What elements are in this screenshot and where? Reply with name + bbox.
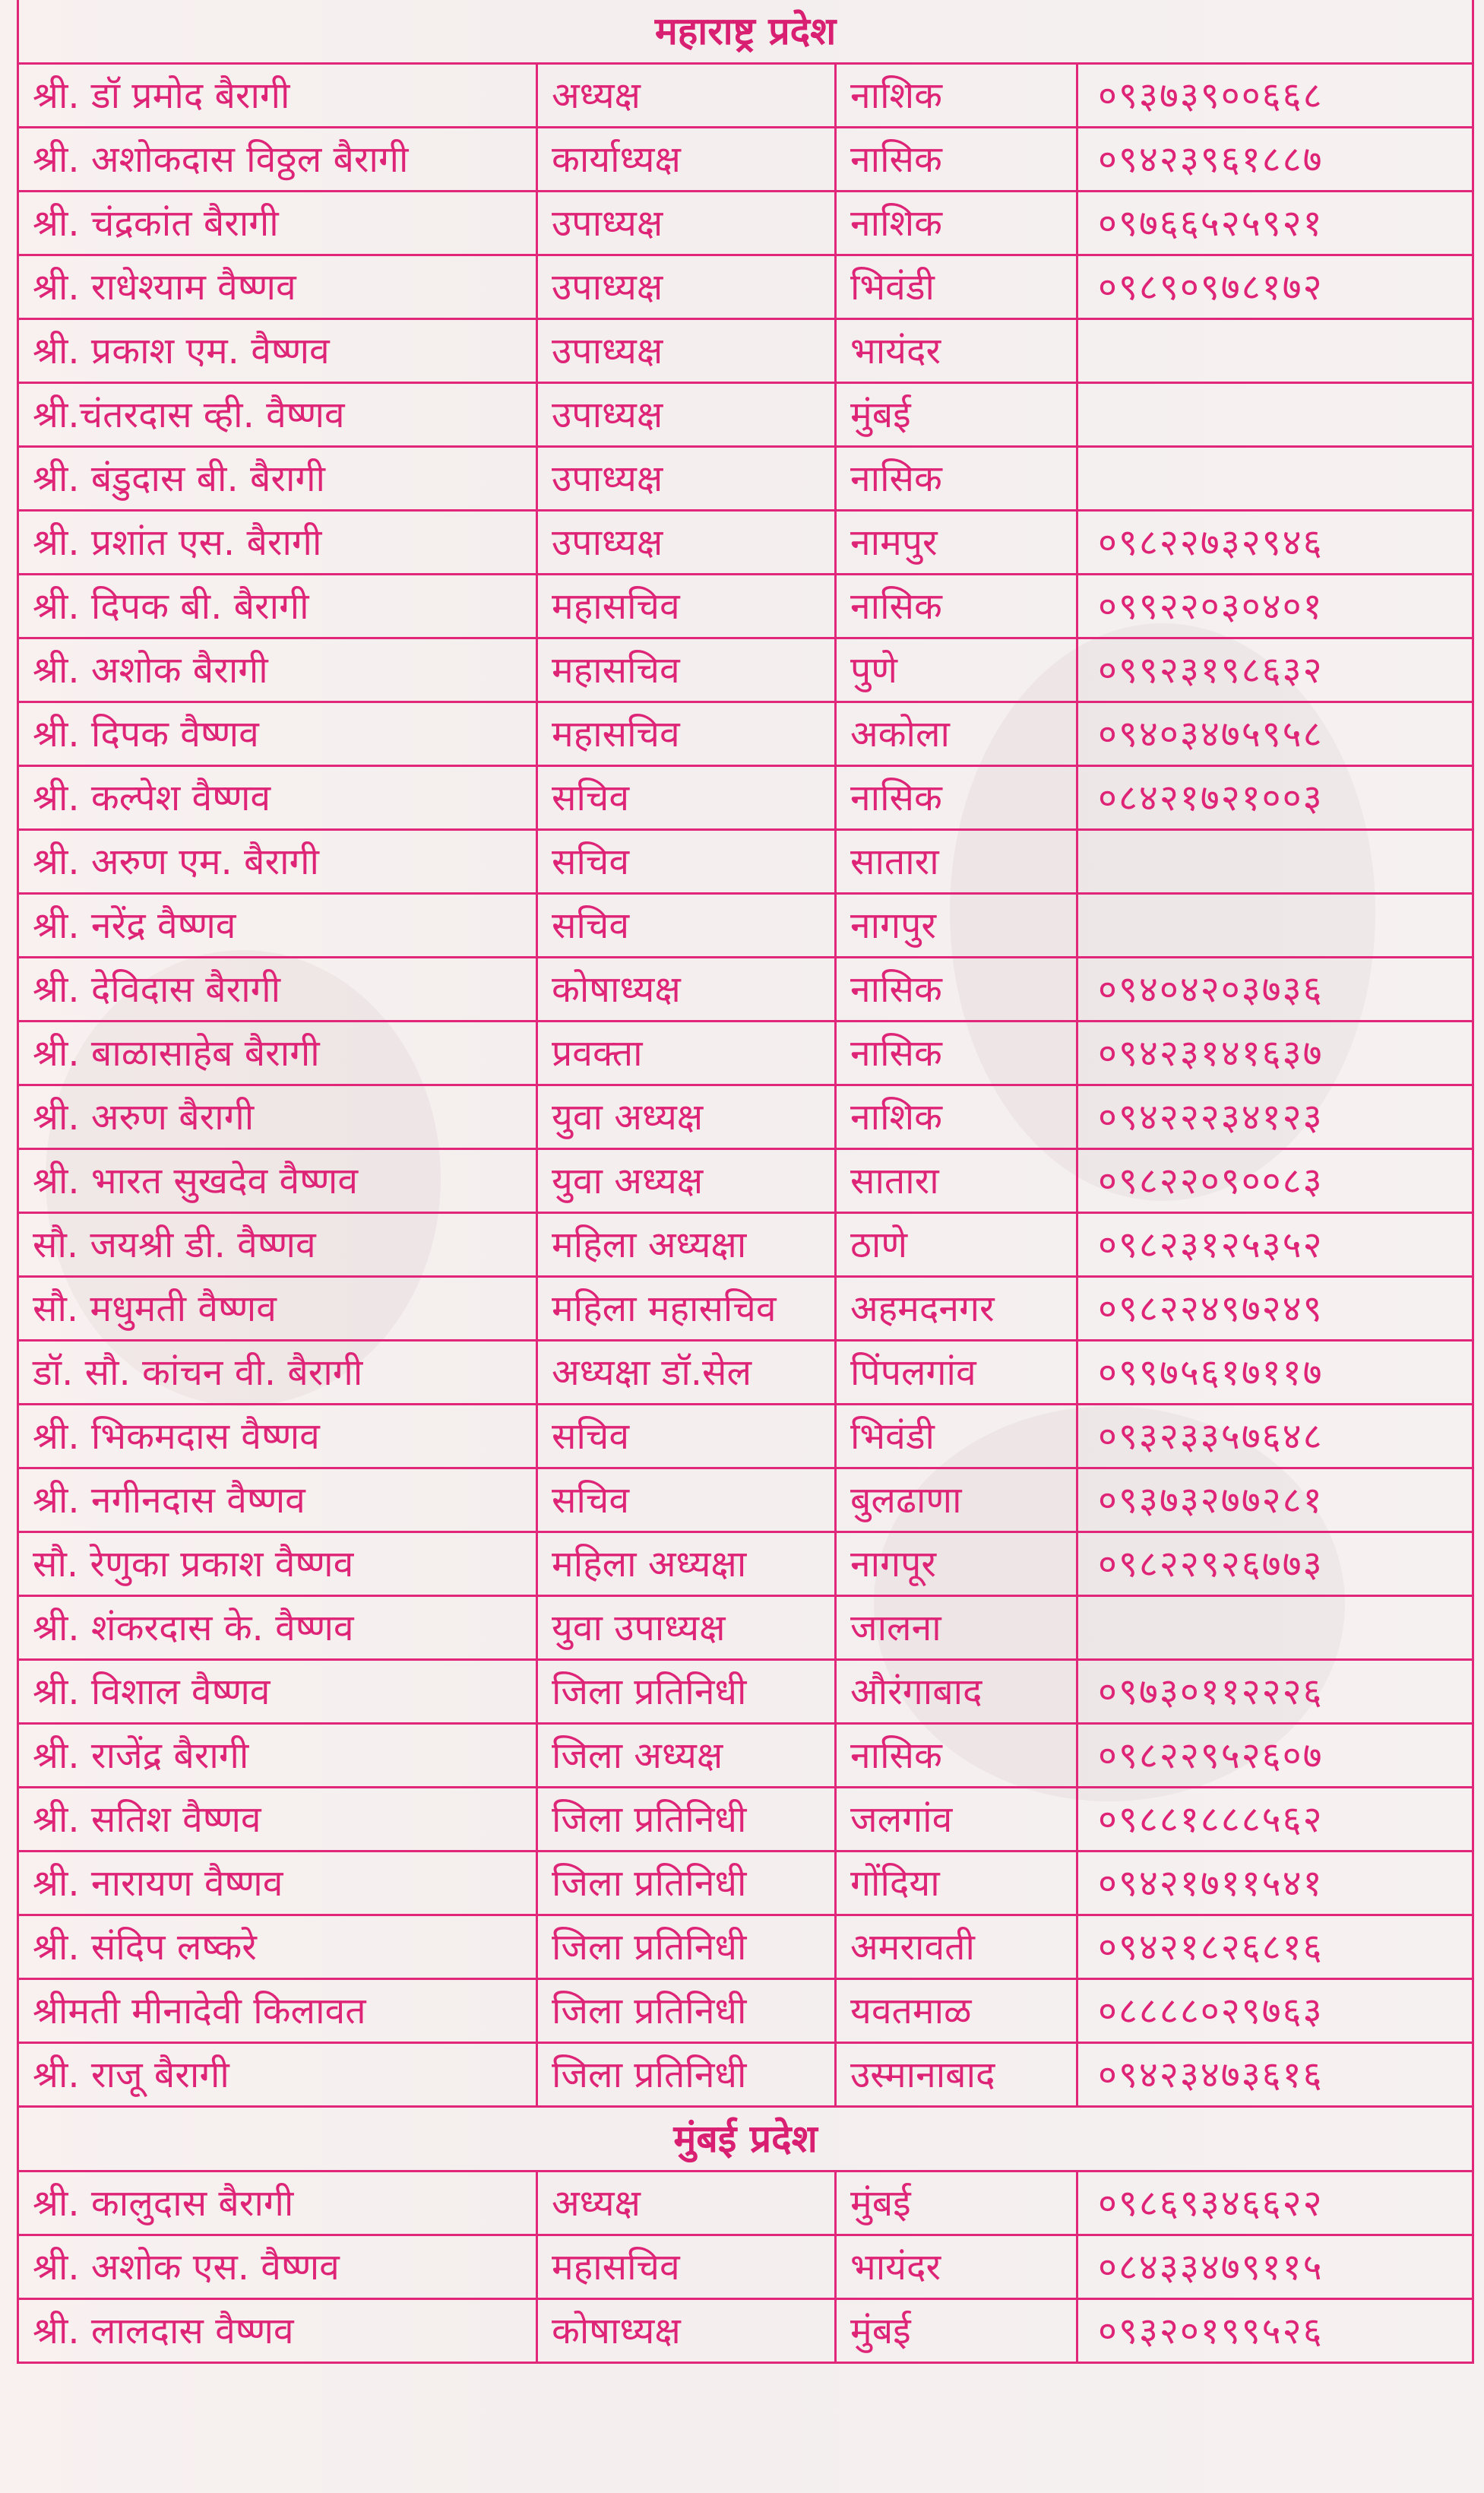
member-city: मुंबई [836, 2299, 1077, 2363]
member-city: अमरावती [836, 1915, 1077, 1979]
member-name: श्री. अशोक एस. वैष्णव [18, 2235, 537, 2299]
member-phone [1077, 383, 1473, 447]
member-city: नासिक [836, 447, 1077, 511]
member-name: श्री. विशाल वैष्णव [18, 1660, 537, 1724]
member-role: उपाध्यक्ष [537, 447, 836, 511]
member-role: उपाध्यक्ष [537, 319, 836, 383]
member-phone: ०९४२३१४१६३७ [1077, 1022, 1473, 1085]
member-city: गोंदिया [836, 1852, 1077, 1915]
member-phone: ०९८२२९५२६०७ [1077, 1724, 1473, 1788]
member-name: श्री. कालुदास बैरागी [18, 2171, 537, 2235]
member-phone: ०८४२१७२१००३ [1077, 766, 1473, 830]
member-name: श्री. शंकरदास के. वैष्णव [18, 1596, 537, 1660]
member-role: सचिव [537, 830, 836, 894]
table-row [18, 766, 1473, 830]
member-phone: ०९८६९३४६६२२ [1077, 2171, 1473, 2235]
member-role: अध्यक्षा डॉ.सेल [537, 1341, 836, 1405]
member-city: औरंगाबाद [836, 1660, 1077, 1724]
table-row [18, 638, 1473, 702]
table-row [18, 894, 1473, 958]
member-city: भायंदर [836, 2235, 1077, 2299]
member-name: श्री. दिपक वैष्णव [18, 702, 537, 766]
table-row [18, 1724, 1473, 1788]
table-row [18, 1788, 1473, 1852]
member-city: पुणे [836, 638, 1077, 702]
table-row [18, 192, 1473, 255]
member-phone: ०९४२१७११५४१ [1077, 1852, 1473, 1915]
member-city: नागपूर [836, 1532, 1077, 1596]
member-directory-table [17, 0, 1474, 2364]
member-city: पिंपलगांव [836, 1341, 1077, 1405]
member-role: जिला प्रतिनिधी [537, 1915, 836, 1979]
member-city: नासिक [836, 128, 1077, 192]
member-role: महासचिव [537, 638, 836, 702]
member-phone: ०९९२२०३०४०१ [1077, 575, 1473, 638]
member-name: श्री. नरेंद्र वैष्णव [18, 894, 537, 958]
table-row [18, 1915, 1473, 1979]
member-name: श्री. बंडुदास बी. बैरागी [18, 447, 537, 511]
member-city: ठाणे [836, 1213, 1077, 1277]
table-row [18, 830, 1473, 894]
member-role: महिला अध्यक्षा [537, 1213, 836, 1277]
member-name: श्री. राधेश्याम वैष्णव [18, 255, 537, 319]
member-role: उपाध्यक्ष [537, 383, 836, 447]
member-role: कार्याध्यक्ष [537, 128, 836, 192]
member-city: नाशिक [836, 64, 1077, 128]
table-row [18, 575, 1473, 638]
section-header-row [18, 2107, 1473, 2171]
table-row [18, 1405, 1473, 1468]
member-name: श्री. भारत सुखदेव वैष्णव [18, 1149, 537, 1213]
member-role: उपाध्यक्ष [537, 511, 836, 575]
table-row [18, 1277, 1473, 1341]
member-city: नागपुर [836, 894, 1077, 958]
table-row [18, 255, 1473, 319]
member-phone: ०९३२०१९९५२६ [1077, 2299, 1473, 2363]
member-city: भिवंडी [836, 255, 1077, 319]
member-name: श्री. लालदास वैष्णव [18, 2299, 537, 2363]
member-phone: ०८४३३४७९११५ [1077, 2235, 1473, 2299]
member-role: महिला अध्यक्षा [537, 1532, 836, 1596]
member-phone [1077, 447, 1473, 511]
member-name: श्री. बाळासाहेब बैरागी [18, 1022, 537, 1085]
table-row [18, 702, 1473, 766]
member-name: सौ. रेणुका प्रकाश वैष्णव [18, 1532, 537, 1596]
member-name: श्रीमती मीनादेवी किलावत [18, 1979, 537, 2043]
member-phone: ०९७३०११२२२६ [1077, 1660, 1473, 1724]
member-name: श्री. नारायण वैष्णव [18, 1852, 537, 1915]
member-city: मुंबई [836, 2171, 1077, 2235]
section-header-row [18, 0, 1473, 64]
member-phone: ०९३७३२७७२८१ [1077, 1468, 1473, 1532]
member-role: जिला प्रतिनिधी [537, 1788, 836, 1852]
member-name: श्री. अरुण एम. बैरागी [18, 830, 537, 894]
member-city: अकोला [836, 702, 1077, 766]
member-name: श्री. सतिश वैष्णव [18, 1788, 537, 1852]
member-phone: ०९७६६५२५९२१ [1077, 192, 1473, 255]
member-name: श्री. अशोक बैरागी [18, 638, 537, 702]
table-row [18, 383, 1473, 447]
table-row [18, 1660, 1473, 1724]
member-city: नासिक [836, 766, 1077, 830]
member-city: नासिक [836, 575, 1077, 638]
table-row [18, 64, 1473, 128]
member-name: श्री. डॉ प्रमोद बैरागी [18, 64, 537, 128]
member-name: डॉ. सौ. कांचन वी. बैरागी [18, 1341, 537, 1405]
member-name: श्री. भिकमदास वैष्णव [18, 1405, 537, 1468]
member-phone [1077, 894, 1473, 958]
member-city: नासिक [836, 1724, 1077, 1788]
member-city: जालना [836, 1596, 1077, 1660]
member-name: सौ. जयश्री डी. वैष्णव [18, 1213, 537, 1277]
member-phone: ०९९२३१९८६३२ [1077, 638, 1473, 702]
member-name: श्री. प्रशांत एस. बैरागी [18, 511, 537, 575]
member-name: श्री. संदिप लष्करे [18, 1915, 537, 1979]
member-city: नासिक [836, 1022, 1077, 1085]
member-role: सचिव [537, 1468, 836, 1532]
member-phone: ०९८२३१२५३५२ [1077, 1213, 1473, 1277]
table-row [18, 128, 1473, 192]
member-phone: ०९९७५६१७११७ [1077, 1341, 1473, 1405]
member-name: श्री. प्रकाश एम. वैष्णव [18, 319, 537, 383]
member-role: जिला प्रतिनिधी [537, 2043, 836, 2107]
member-phone: ०९३७३९००६६८ [1077, 64, 1473, 128]
member-name: श्री. चंद्रकांत बैरागी [18, 192, 537, 255]
table-row [18, 1852, 1473, 1915]
member-phone: ०९४२३४७३६१६ [1077, 2043, 1473, 2107]
member-role: उपाध्यक्ष [537, 192, 836, 255]
member-phone: ०९८२२०९००८३ [1077, 1149, 1473, 1213]
member-phone [1077, 1596, 1473, 1660]
table-row [18, 1213, 1473, 1277]
member-role: महासचिव [537, 702, 836, 766]
table-row [18, 1149, 1473, 1213]
table-row [18, 319, 1473, 383]
table-row [18, 2299, 1473, 2363]
table-row [18, 2235, 1473, 2299]
member-name: श्री. राजू बैरागी [18, 2043, 537, 2107]
member-role: उपाध्यक्ष [537, 255, 836, 319]
member-phone: ०९८९०९७८१७२ [1077, 255, 1473, 319]
member-city: नाशिक [836, 1085, 1077, 1149]
member-name: श्री. देविदास बैरागी [18, 958, 537, 1022]
member-role: कोषाध्यक्ष [537, 958, 836, 1022]
member-phone: ०९८८१८८८५६२ [1077, 1788, 1473, 1852]
member-role: युवा अध्यक्ष [537, 1085, 836, 1149]
member-phone: ०९४०४२०३७३६ [1077, 958, 1473, 1022]
directory-body [18, 0, 1473, 2363]
table-row [18, 1022, 1473, 1085]
table-row [18, 511, 1473, 575]
member-city: यवतमाळ [836, 1979, 1077, 2043]
table-row [18, 958, 1473, 1022]
member-role: अध्यक्ष [537, 2171, 836, 2235]
section-title: महाराष्ट्र प्रदेश [18, 0, 1473, 64]
member-phone: ०९४२२२३४१२३ [1077, 1085, 1473, 1149]
member-city: मुंबई [836, 383, 1077, 447]
member-phone: ०९८२२९२६७७३ [1077, 1532, 1473, 1596]
member-role: महिला महासचिव [537, 1277, 836, 1341]
member-phone: ०८८८८०२९७६३ [1077, 1979, 1473, 2043]
member-role: जिला अध्यक्ष [537, 1724, 836, 1788]
table-row [18, 1468, 1473, 1532]
member-role: जिला प्रतिनिधी [537, 1852, 836, 1915]
member-city: भायंदर [836, 319, 1077, 383]
member-role: युवा उपाध्यक्ष [537, 1596, 836, 1660]
member-role: अध्यक्ष [537, 64, 836, 128]
member-role: सचिव [537, 766, 836, 830]
section-title: मुंबई प्रदेश [18, 2107, 1473, 2171]
member-city: सातारा [836, 1149, 1077, 1213]
member-city: भिवंडी [836, 1405, 1077, 1468]
member-city: नासिक [836, 958, 1077, 1022]
member-name: श्री. राजेंद्र बैरागी [18, 1724, 537, 1788]
member-phone [1077, 319, 1473, 383]
table-row [18, 1085, 1473, 1149]
member-city: उस्मानाबाद [836, 2043, 1077, 2107]
member-role: युवा अध्यक्ष [537, 1149, 836, 1213]
member-role: जिला प्रतिनिधी [537, 1979, 836, 2043]
member-city: सातारा [836, 830, 1077, 894]
member-phone: ०९८२२७३२९४६ [1077, 511, 1473, 575]
member-name: श्री. नगीनदास वैष्णव [18, 1468, 537, 1532]
member-name: श्री. अरुण बैरागी [18, 1085, 537, 1149]
member-city: नामपुर [836, 511, 1077, 575]
member-role: जिला प्रतिनिधी [537, 1660, 836, 1724]
member-role: सचिव [537, 894, 836, 958]
member-role: प्रवक्ता [537, 1022, 836, 1085]
table-row [18, 1596, 1473, 1660]
table-row [18, 2171, 1473, 2235]
member-city: अहमदनगर [836, 1277, 1077, 1341]
member-name: श्री.चंतरदास व्ही. वैष्णव [18, 383, 537, 447]
member-role: सचिव [537, 1405, 836, 1468]
table-row [18, 447, 1473, 511]
table-row [18, 1532, 1473, 1596]
member-phone: ०९३२३३५७६४८ [1077, 1405, 1473, 1468]
member-phone [1077, 830, 1473, 894]
member-city: नाशिक [836, 192, 1077, 255]
table-row [18, 1341, 1473, 1405]
member-phone: ०९४२३९६१८८७ [1077, 128, 1473, 192]
member-name: श्री. कल्पेश वैष्णव [18, 766, 537, 830]
member-city: बुलढाणा [836, 1468, 1077, 1532]
table-row [18, 1979, 1473, 2043]
member-name: श्री. अशोकदास विठ्ठल बैरागी [18, 128, 537, 192]
member-role: महासचिव [537, 2235, 836, 2299]
member-phone: ०९४०३४७५९५८ [1077, 702, 1473, 766]
member-city: जलगांव [836, 1788, 1077, 1852]
member-role: कोषाध्यक्ष [537, 2299, 836, 2363]
member-role: महासचिव [537, 575, 836, 638]
member-phone: ०९४२१८२६८१६ [1077, 1915, 1473, 1979]
member-name: श्री. दिपक बी. बैरागी [18, 575, 537, 638]
member-name: सौ. मधुमती वैष्णव [18, 1277, 537, 1341]
member-phone: ०९८२२४९७२४९ [1077, 1277, 1473, 1341]
table-row [18, 2043, 1473, 2107]
